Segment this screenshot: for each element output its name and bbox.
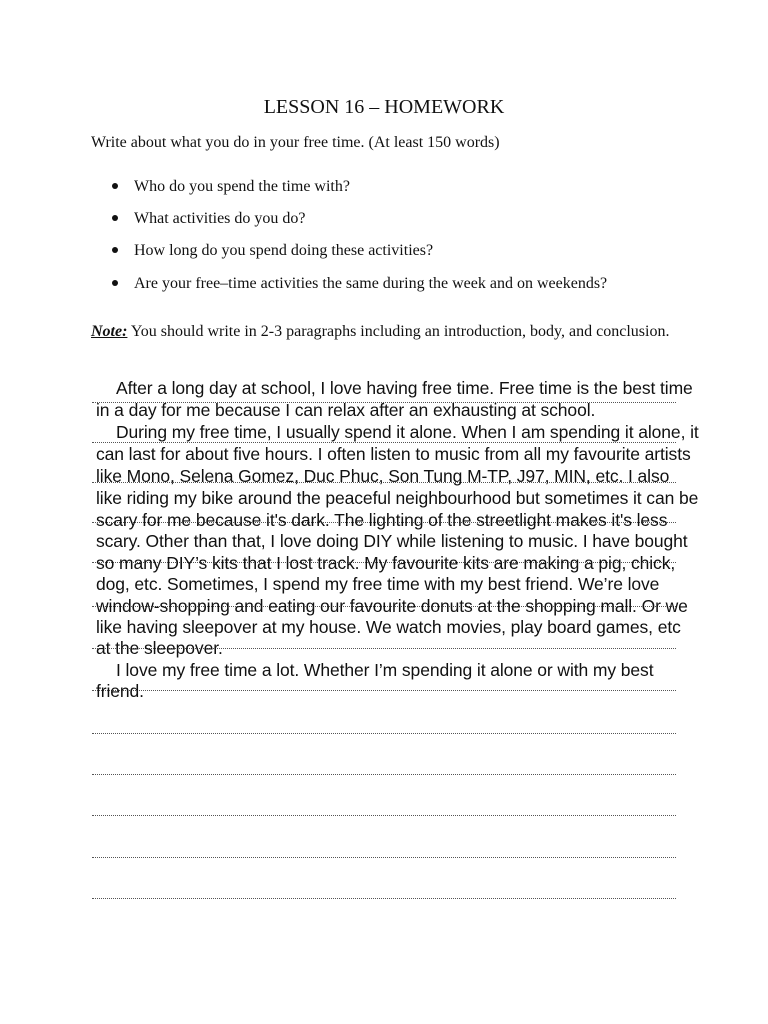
answer-line: friend. — [96, 681, 144, 701]
answer-line: like having sleepover at my house. We watch movies, play board games, etc — [96, 617, 681, 637]
bullet-icon — [112, 215, 118, 221]
answer-line: scary for me because it's dark. The lighting of the streetlight makes it's less — [96, 510, 668, 530]
bullet-icon — [112, 280, 118, 286]
writing-line — [92, 898, 676, 899]
answer-line: like Mono, Selena Gomez, Duc Phuc, Son Tung M-TP, J97, MIN, etc. I also — [96, 466, 670, 486]
answer-line: I love my free time a lot. Whether I’m spending it alone or with my best — [116, 660, 654, 680]
answer-line: scary. Other than that, I love doing DIY while listening to music. I have bought — [96, 531, 688, 551]
bullet-text: Who do you spend the time with? — [134, 178, 350, 195]
writing-line — [92, 774, 676, 775]
bullet-item — [112, 178, 350, 196]
writing-line — [92, 815, 676, 816]
writing-line — [92, 857, 676, 858]
bullet-item — [112, 275, 607, 293]
note-label: Note: — [91, 323, 128, 340]
bullet-icon — [112, 247, 118, 253]
bullet-text: How long do you spend doing these activities? — [134, 242, 434, 259]
answer-line: like riding my bike around the peaceful neighbourhood but sometimes it can be — [96, 488, 699, 508]
writing-line — [92, 733, 676, 734]
answer-line: dog, etc. Sometimes, I spend my free time with my best friend. We’re love — [96, 574, 660, 594]
assignment-prompt: Write about what you do in your free time. (At least 150 words) — [91, 134, 500, 151]
answer-line: During my free time, I usually spend it alone. When I am spending it alone, it — [116, 422, 699, 442]
note-text: You should write in 2-3 paragraphs including an introduction, body, and conclusion. — [130, 323, 670, 340]
answer-line: at the sleepover. — [96, 638, 223, 658]
bullet-icon — [112, 183, 118, 189]
answer-line: in a day for me because I can relax after an exhausting at school. — [96, 400, 596, 420]
bullet-text: Are your free–time activities the same during the week and on weekends? — [134, 275, 608, 292]
bullet-item — [112, 210, 306, 228]
answer-line: window-shopping and eating our favourite donuts at the shopping mall. Or we — [96, 596, 688, 616]
page-title: LESSON 16 – HOMEWORK — [263, 96, 505, 118]
answer-line: After a long day at school, I love having free time. Free time is the best time — [116, 378, 693, 398]
note-paragraph — [91, 316, 691, 347]
bullet-item — [112, 242, 433, 260]
writing-line — [92, 690, 676, 691]
answer-line: can last for about five hours. I often listen to music from all my favourite artists — [96, 444, 691, 464]
answer-line: so many DIY’s kits that I lost track. My favourite kits are making a pig, chick, — [96, 553, 676, 573]
bullet-text: What activities do you do? — [134, 210, 306, 227]
